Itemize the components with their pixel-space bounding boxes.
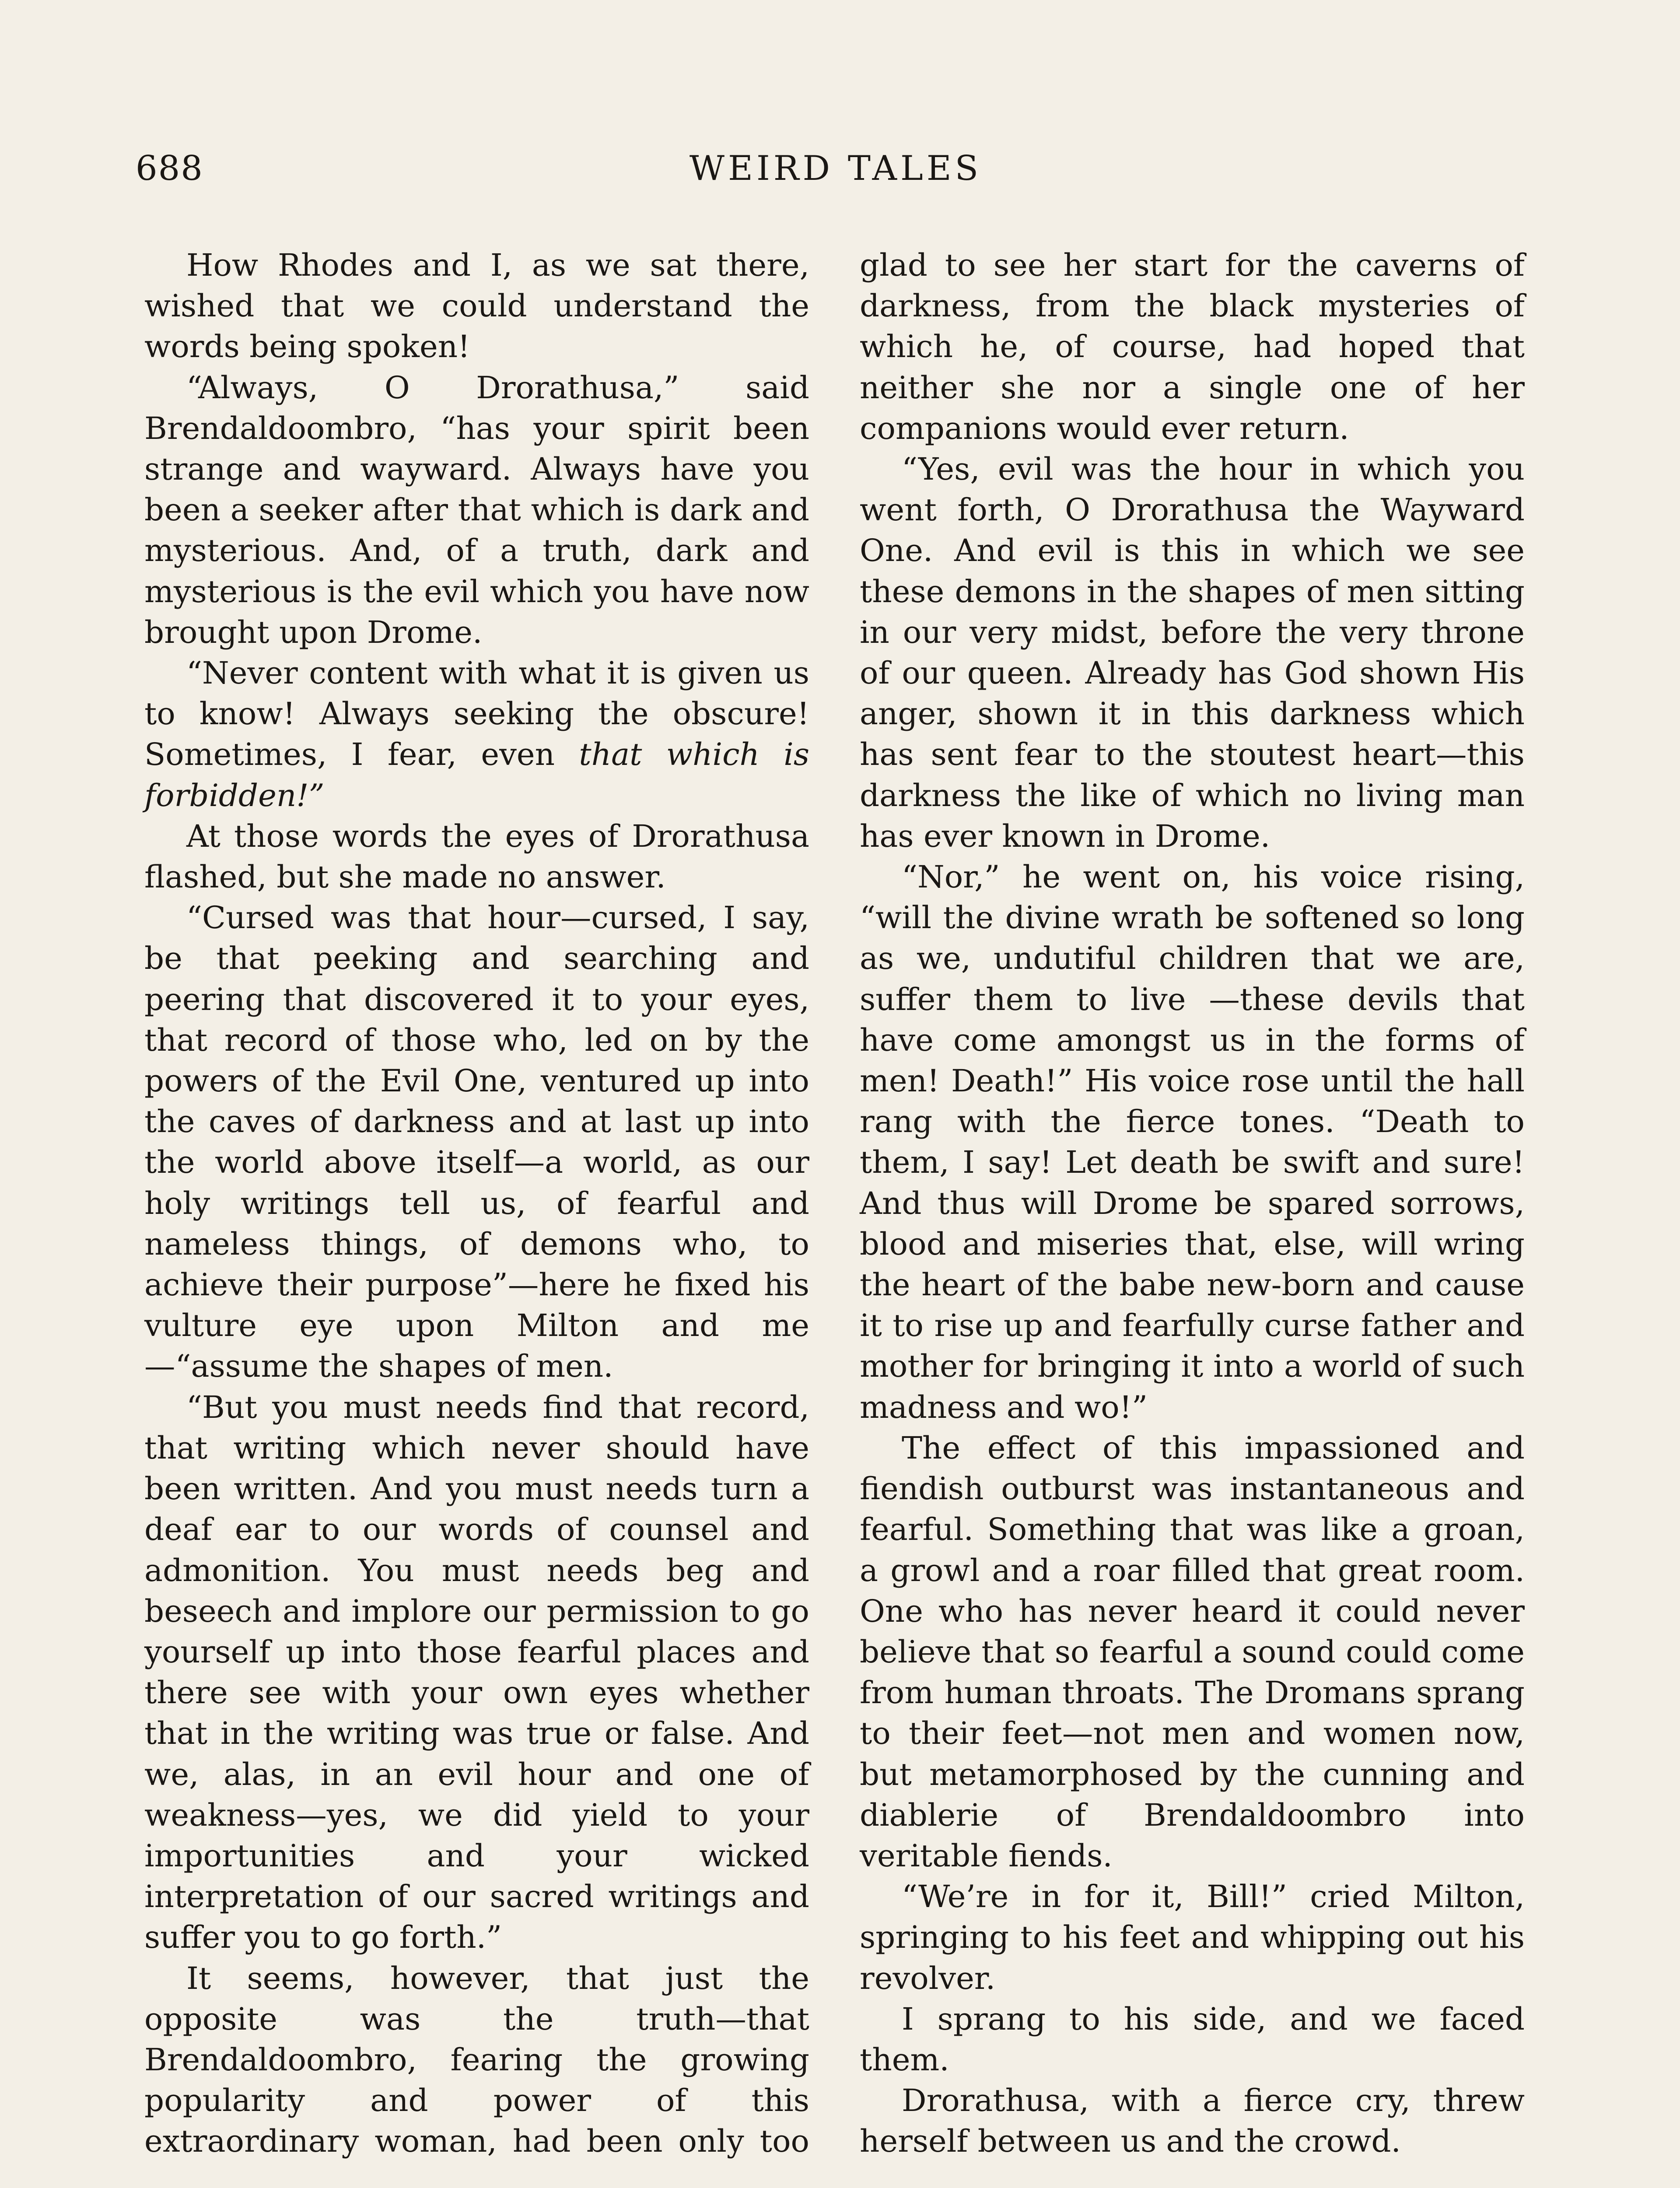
paragraph-text: At those words the eyes of Drorathusa flashed, but she made no answer.	[144, 818, 809, 895]
paragraph	[860, 449, 1525, 857]
paragraph-text: “Always, O Drorathusa,” said Brendaldoombro, “has your spirit been strange and wayward. Always have you been a seeker after that which is dark and mysterious. And, of a truth, dark and mysterious is the evil which you have now brought upon Drome.	[144, 369, 809, 650]
paragraph-text: Drorathusa, with a fierce cry, threw herself between us and the crowd.	[860, 2083, 1525, 2160]
paragraph-text: It seems, however, that just the opposite was the truth—that Brendaldoombro, fearing the growing popularity and power of this extraordinary woman, had been only too	[144, 1960, 809, 2160]
paragraph	[860, 1876, 1525, 1999]
paragraph	[860, 245, 1525, 449]
paragraph	[144, 653, 809, 816]
paragraph-text: “But you must needs find that record, that writing which never should have been written. And you must needs turn a deaf ear to our words of counsel and admonition. You must needs beg and beseech and implore our permission to go yourself up into those fearful places and there see with your own eyes whether that in the writing was true or false. And we, alas, in an evil hour and one of weakness—yes, we did yield to your importunities and your wicked interpretation of our sacred writings and suffer you to go forth.”	[144, 1389, 809, 1956]
paragraph	[144, 1958, 809, 2162]
page-number: 688	[136, 149, 203, 188]
paragraph-text: glad to see her start for the caverns of darkness, from the black mysteries of which he, of course, had hoped that neither she nor a single one of her companions would ever return.	[860, 247, 1525, 446]
paragraph	[860, 2080, 1525, 2162]
text-column-right	[860, 245, 1525, 2162]
paragraph-text: “Cursed was that hour—cursed, I say, be that peeking and searching and peering that discovered it to your eyes, that record of those who, led on by the powers of the Evil One, ventured up into the caves of darkness and at last up into the world above itself—a world, as our holy writings tell us, of fearful and nameless things, of demons who, to achieve their purpose”—here he fixed his vulture eye upon Milton and me—“assume the shapes of men.	[144, 900, 809, 1385]
paragraph	[144, 816, 809, 898]
paragraph-text: “Nor,” he went on, his voice rising, “will the divine wrath be softened so long as we, undutiful children that we are, suffer them to live —these devils that have come amongst us in the forms of men! Death!” His voice rose until the hall rang with the fierce tones. “Death to them, I say! Let death be swift and sure! And thus will Drome be spared sorrows, blood and miseries that, else, will wring the heart of the babe new-born and cause it to rise up and fearfully curse father and mother for bringing it into a world of such madness and wo!”	[860, 859, 1525, 1425]
paragraph	[860, 857, 1525, 1428]
italic-emphasis: that which is forbidden!”	[144, 736, 809, 813]
text-column-left	[144, 245, 809, 2162]
paragraph-text: How Rhodes and I, as we sat there, wished that we could understand the words being spoken!	[144, 247, 809, 365]
paragraph	[144, 245, 809, 368]
paragraph-text: “Yes, evil was the hour in which you went forth, O Drorathusa the Wayward One. And evil is this in which we see these demons in the shapes of men sitting in our very midst, before the very throne of our queen. Already has God shown His anger, shown it in this darkness which has sent fear to the stoutest heart—this darkness the like of which no living man has ever known in Drome.	[860, 451, 1525, 854]
paragraph	[860, 1428, 1525, 1876]
paragraph-text: “Never content with what it is given us to know! Always seeking the obscure! Sometimes, I fear, even	[144, 655, 809, 773]
paragraph-text: The effect of this impassioned and fiendish outburst was instantaneous and fearful. Something that was like a groan, a growl and a roar filled that great room. One who has never heard it could never believe that so fearful a sound could come from human throats. The Dromans sprang to their feet—not men and women now, but metamorphosed by the cunning and diablerie of Brendaldoombro into veritable fiends.	[860, 1430, 1525, 1874]
page-header	[136, 149, 1536, 201]
paragraph	[144, 898, 809, 1387]
paragraph	[144, 1387, 809, 1958]
paragraph	[860, 1999, 1525, 2080]
running-head-title: WEIRD TALES	[689, 149, 982, 188]
paragraph	[144, 368, 809, 653]
paragraph-text: I sprang to his side, and we faced them.	[860, 2001, 1525, 2078]
paragraph-text: “We’re in for it, Bill!” cried Milton, springing to his feet and whipping out his revolver.	[860, 1879, 1525, 1996]
